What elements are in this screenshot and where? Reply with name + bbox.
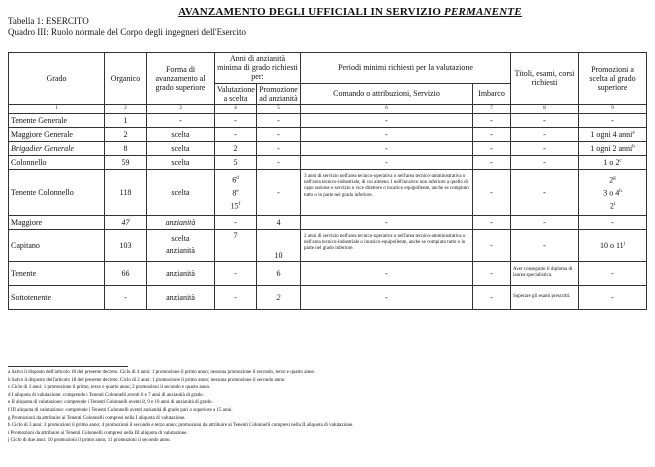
- cell-comando: 2 anni di servizio nell'area tecnico-operativa o nell'area tecnico-amministrativa o nell'area tecnico-industriale o incarico equipollente, anche se compiuto tutto o in parte nel grado inferiore.: [301, 229, 473, 261]
- col-number: 6: [301, 104, 473, 113]
- table-row: [9, 215, 647, 229]
- table-row: [9, 141, 647, 155]
- cell-grado: Capitano: [9, 229, 105, 261]
- cell-promozione: 6: [257, 261, 301, 285]
- title-main: AVANZAMENTO DEGLI UFFICIALI IN SERVIZIO: [178, 6, 442, 18]
- cell-imbarco: -: [473, 169, 511, 215]
- cell-grado: Tenente: [9, 261, 105, 285]
- cell-valutazione: 5: [215, 155, 257, 169]
- cell-organico: 59: [105, 155, 147, 169]
- cell-promozione: -: [257, 113, 301, 127]
- cell-grado: Maggiore Generale: [9, 127, 105, 141]
- cell-grado: Sottotenente: [9, 285, 105, 309]
- cell-forma: scelta anzianità: [147, 229, 215, 261]
- cell-promozione: 10: [257, 229, 301, 261]
- page-title: [170, 6, 530, 18]
- cell-comando: -: [301, 155, 473, 169]
- cell-grado: Tenente Generale: [9, 113, 105, 127]
- cell-titoli: -: [511, 155, 579, 169]
- table-row: [9, 169, 647, 215]
- cell-titoli: Aver conseguito il diploma di laurea specialistica.: [511, 261, 579, 285]
- table-row: [9, 285, 647, 309]
- cell-promozioni: -: [579, 285, 647, 309]
- footnote: a Salvo il disposto dell'articolo 18 del presente decreto. Ciclo di 4 anni: 1 promozione il primo anno; nessuna promozione il secondo, terzo e quarto anno.: [8, 370, 316, 375]
- header-valutazione: Valutazione a scelta: [215, 83, 257, 104]
- cell-forma: anzianità: [147, 215, 215, 229]
- footnote-divider: [8, 366, 128, 367]
- col-number: 8: [511, 104, 579, 113]
- footnote: e II aliquota di valutazione: comprende i Tenenti Colonnelli aventi 8, 9 e 10 anni di anzianità di grado.: [8, 400, 213, 406]
- header-organico: Organico: [105, 53, 147, 105]
- cell-promozioni: -: [579, 215, 647, 229]
- table-row: [9, 155, 647, 169]
- col-number: 3: [147, 104, 215, 113]
- cell-promozione: -: [257, 141, 301, 155]
- cell-forma: scelta: [147, 141, 215, 155]
- promotion-table: [8, 52, 647, 310]
- cell-comando: -: [301, 127, 473, 141]
- col-number: 5: [257, 104, 301, 113]
- cell-organico: 118: [105, 169, 147, 215]
- cell-organico: 2: [105, 127, 147, 141]
- cell-forma: anzianità: [147, 285, 215, 309]
- header-promozioni: Promozioni a scelta al grado superiore: [579, 53, 647, 105]
- cell-valutazione: -: [215, 215, 257, 229]
- cell-titoli: Superare gli esami prescritti.: [511, 285, 579, 309]
- cell-comando: 3 anni di servizio nell'area tecnico-operativa o nell'area tecnico-amministrativa o nell'area tecnico-industriale, di cui almeno 1 nell'incarico non inferiore a quello di capo sezione o servizio o vice direttore o incarico equipollente, anche se compiuto tutto o in parte nel grado inferiore.: [301, 169, 473, 215]
- cell-valutazione: -: [215, 127, 257, 141]
- cell-forma: scelta: [147, 169, 215, 215]
- cell-titoli: -: [511, 229, 579, 261]
- col-number: 4: [215, 104, 257, 113]
- header-anni: Anni di anzianità minima di grado richiesti per:: [215, 53, 301, 84]
- cell-titoli: -: [511, 141, 579, 155]
- header-promozione: Promozione ad anzianità: [257, 83, 301, 104]
- cell-grado: [9, 169, 105, 215]
- footnote: h Ciclo di 3 anni: 3 promozioni il primo anno; 4 promozioni il secondo e terzo anno; promozioni da attribuire ai Tenenti Colonnelli compresi nella II aliquota di valutazione.: [8, 423, 354, 429]
- cell-forma: anzianità: [147, 261, 215, 285]
- col-number: 2: [105, 104, 147, 113]
- cell-forma: scelta: [147, 155, 215, 169]
- cell-titoli: -: [511, 113, 579, 127]
- cell-grado: Maggiore: [9, 215, 105, 229]
- footnote: b Salvo il disposto dell'articolo 18 del presente decreto. Ciclo di 2 anni: 1 promozione il primo anno; nessuna promozione il secondo anno.: [8, 377, 286, 383]
- cell-forma: scelta: [147, 127, 215, 141]
- cell-comando: -: [301, 215, 473, 229]
- cell-organico: 47: [105, 215, 147, 229]
- cell-valutazione: -: [215, 285, 257, 309]
- cell-promozioni: 10 o 11$^j$: [579, 229, 647, 261]
- cell-titoli: -: [511, 215, 579, 229]
- cell-comando: -: [301, 261, 473, 285]
- cell-comando: -: [301, 285, 473, 309]
- footnote: g Promozioni da attribuire ai Tenenti Colonnelli compresi nella I aliquota di valutazione.: [8, 415, 186, 421]
- cell-promozione: -: [257, 169, 301, 215]
- table-label: Tabella 1: ESERCITO: [8, 16, 89, 26]
- cell-comando: -: [301, 113, 473, 127]
- cell-promozioni: 1 o 2$^c$: [579, 155, 647, 169]
- title-emph: PERMANENTE: [444, 6, 522, 18]
- cell-grado: Brigadier Generale: [9, 141, 105, 155]
- cell-promozione: 2: [257, 285, 301, 309]
- table-subtitle: Quadro III: Ruolo normale del Corpo degli ingegneri dell'Esercito: [8, 27, 247, 37]
- cell-promozioni: 2$^g$ 3 o 4$^h$ 2$^i$: [579, 169, 647, 215]
- cell-valutazione: 7: [215, 229, 257, 261]
- cell-promozioni: -: [579, 261, 647, 285]
- table-row: [9, 261, 647, 285]
- footnote: c Ciclo di 3 anni: 1 promozione il primo, terzo e quarto anno; 2 promozioni il secondo e quarto anno.: [8, 385, 211, 391]
- cell-promozioni: -: [579, 113, 647, 127]
- cell-titoli: -: [511, 169, 579, 215]
- cell-promozioni: 1 ogni 2 anni$^b$: [579, 141, 647, 155]
- cell-imbarco: -: [473, 127, 511, 141]
- table-row: [9, 229, 647, 261]
- cell-organico: 1: [105, 113, 147, 127]
- header-grado: Grado: [9, 53, 105, 105]
- cell-organico: 66: [105, 261, 147, 285]
- col-number: 9: [579, 104, 647, 113]
- cell-imbarco: -: [473, 261, 511, 285]
- header-periodi: Periodi minimi richiesti per la valutazione: [301, 53, 511, 84]
- cell-organico: -: [105, 285, 147, 309]
- cell-organico: 8: [105, 141, 147, 155]
- cell-promozione: -: [257, 127, 301, 141]
- col-number: 7: [473, 104, 511, 113]
- cell-imbarco: -: [473, 215, 511, 229]
- cell-promozione: 4: [257, 215, 301, 229]
- column-number-row: [9, 104, 647, 113]
- cell-imbarco: -: [473, 141, 511, 155]
- cell-imbarco: -: [473, 229, 511, 261]
- header-comando: Comando o attribuzioni, Servizio: [301, 83, 473, 104]
- table-row: [9, 127, 647, 141]
- cell-forma: -: [147, 113, 215, 127]
- footnote: f III aliquota di valutazione: comprende i Tenenti Colonnelli aventi anzianità di grado pari o superiore a 15 anni.: [8, 407, 233, 413]
- cell-valutazione: -: [215, 261, 257, 285]
- cell-imbarco: -: [473, 285, 511, 309]
- table-row: [9, 113, 647, 127]
- cell-valutazione: 2: [215, 141, 257, 155]
- cell-grado: Colonnello: [9, 155, 105, 169]
- cell-promozioni: 1 ogni 4 anni$^a$: [579, 127, 647, 141]
- col-number: 1: [9, 104, 105, 113]
- cell-imbarco: -: [473, 155, 511, 169]
- cell-valutazione: -: [215, 113, 257, 127]
- footnote: j Ciclo di due anni: 10 promozioni il primo anno; 11 promozioni il secondo anno.: [8, 438, 171, 444]
- header-imbarco: Imbarco: [473, 83, 511, 104]
- cell-imbarco: -: [473, 113, 511, 127]
- cell-promozione: -: [257, 155, 301, 169]
- footnote: i Promozioni da attribuire ai Tenenti Colonnelli compresi nella III aliquota di valutazione.: [8, 430, 188, 436]
- header-titoli: Titoli, esami, corsi richiesti: [511, 53, 579, 105]
- footnote: d I aliquota di valutazione: comprende i Tenenti Colonnelli aventi 6 e 7 anni di anzianità di grado.: [8, 392, 204, 398]
- cell-grado-text: Tenente Colonnello: [11, 187, 74, 197]
- cell-comando: -: [301, 141, 473, 155]
- cell-titoli: -: [511, 127, 579, 141]
- footnotes: [8, 366, 648, 445]
- cell-valutazione: 6$^d$ 8e 15$^f$: [215, 169, 257, 215]
- cell-organico: 103: [105, 229, 147, 261]
- header-forma: Forma di avanzamento al grado superiore: [147, 53, 215, 105]
